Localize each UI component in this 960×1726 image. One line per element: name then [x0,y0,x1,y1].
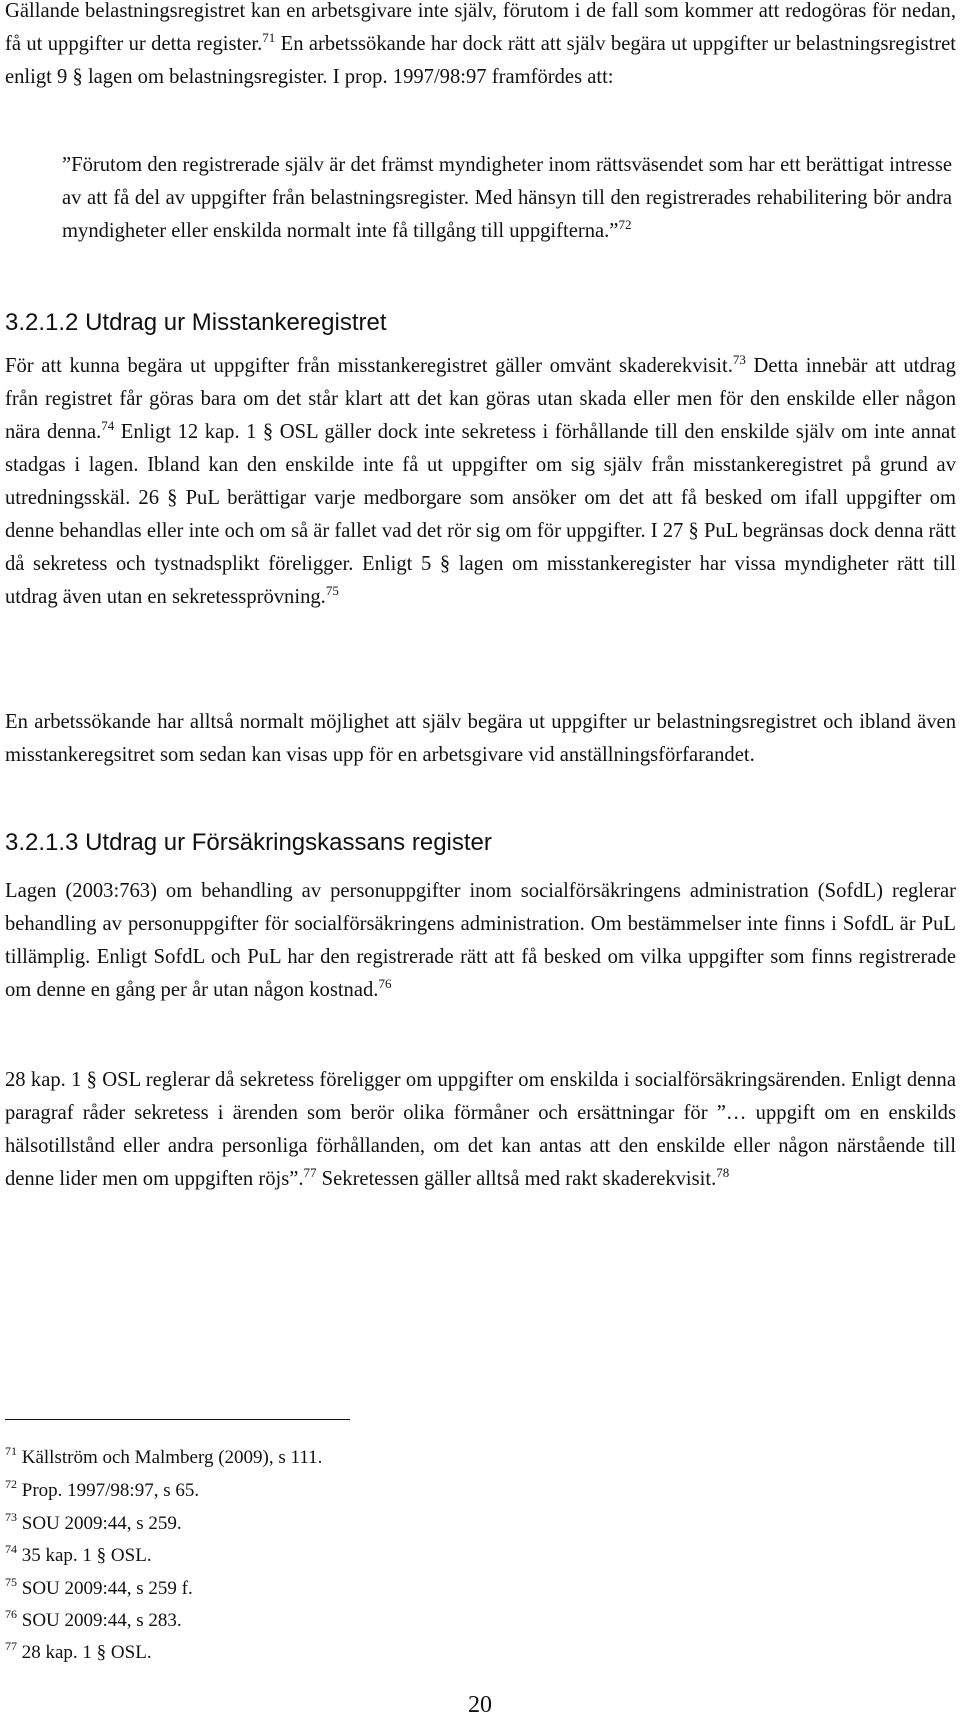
footnote-ref: 73 [732,352,746,367]
footnote-text: SOU 2009:44, s 283. [21,1610,182,1631]
footnote [5,1478,199,1504]
footnote-ref: 71 [262,30,276,45]
footnote-text: Källström och Malmberg (2009), s 111. [21,1447,323,1468]
footnote-text: 28 kap. 1 § OSL. [21,1642,152,1663]
paragraph-belastningsregister [5,0,956,94]
footnote-ref: 72 [618,217,632,232]
page-number: 20 [468,1692,492,1718]
paragraph-text: Gällande belastningsregistret kan en arbetsgivare inte själv, förutom i de fall som kommer att redogöras för nedan, få ut uppgifter ur detta register. [5,0,956,55]
block-quote [62,149,952,248]
footnote-text: Prop. 1997/98:97, s 65. [21,1480,200,1501]
paragraph-text: 28 kap. 1 § OSL reglerar då sekretess föreligger om uppgifter om enskilda i socialförsäkringsärenden. Enligt denna paragraf råder sekretess i ärenden som berör olika förmåner och ersättningar för ”… uppgift om en enskilds hälsotillstånd eller andra personliga förhållanden, om det kan antas att den enskilde eller någon närstående till denne lider men om uppgiften röjs”. [5,1069,956,1190]
footnote-number: 73 [5,1510,17,1524]
paragraph-misstankeregistret [5,350,956,614]
footnote-text: SOU 2009:44, s 259 f. [21,1578,193,1599]
footnote-number: 77 [5,1639,17,1653]
paragraph-text: Enligt 12 kap. 1 § OSL gäller dock inte sekretess i förhållande till den enskilde själv om inte annat stadgas i lagen. Ibland kan den enskilde inte få ut uppgifter om sig själv från misstankeregistret på grund av utredningsskäl. 26 § PuL berättigar varje medborgare som ansöker om det att få besked om ifall uppgifter om denne behandlas eller inte och om så är fallet vad det rör sig om för uppgifter. I 27 § PuL begränsas dock denna rätt då sekretess och tystnadsplikt föreligger. Enligt 5 § lagen om misstankeregister har vissa myndigheter rätt till utdrag även utan en sekretessprövning. [5,421,956,608]
quote-text: ”Förutom den registrerade själv är det främst myndigheter inom rättsväsendet som har ett berättigat intresse av att få del av uppgifter från belastningsregister. Med hänsyn till den registrerades rehabilitering bör andra myndigheter eller enskilda normalt inte få tillgång till uppgifterna.” [62,154,952,242]
footnote [5,1445,322,1471]
footnote-text: SOU 2009:44, s 259. [21,1513,182,1534]
footnote-separator [5,1419,350,1420]
paragraph-text: En arbetssökande har dock rätt att själv begära ut uppgifter ur belastningsregistret enligt 9 § lagen om belastningsregister. I prop. 1997/98:97 framfördes att: [5,33,957,88]
footnote-ref: 77 [303,1165,317,1180]
footnote-ref: 76 [378,976,392,991]
footnote [5,1543,152,1569]
paragraph-text: Detta innebär att utdrag från registret får göras bara om det står klart att det kan göras utan skada eller men för den enskilde eller någon nära denna. [5,355,956,443]
paragraph-text: För att kunna begära ut uppgifter från misstankeregistret gäller omvänt skaderekvisit. [5,355,733,377]
footnote-number: 74 [5,1542,17,1556]
paragraph-summary: En arbetssökande har alltså normalt möjlighet att själv begära ut uppgifter ur belastningsregistret och ibland även misstankeregsitret som sedan kan visas upp för en arbetsgivare vid anställningsförfarandet. [5,711,956,766]
section-heading-forsakringskassan: 3.2.1.3 Utdrag ur Försäkringskassans register [5,829,492,856]
paragraph-sofdl [5,875,956,1007]
section-heading-misstankeregistret: 3.2.1.2 Utdrag ur Misstankeregistret [5,309,387,336]
paragraph-text: Sekretessen gäller alltså med rakt skaderekvisit. [316,1168,717,1190]
footnote [5,1511,182,1537]
footnote-number: 76 [5,1607,17,1621]
footnote [5,1640,152,1666]
paragraph-text: Lagen (2003:763) om behandling av personuppgifter inom socialförsäkringens administration (SofdL) reglerar behandling av personuppgifter för socialförsäkringens administration. Om bestämmelser inte finns i SofdL är PuL tillämplig. Enligt SofdL och PuL har den registrerade rätt att få besked om vilka uppgifter som finns registrerade om denne en gång per år utan någon kostnad. [5,880,956,1001]
footnote-number: 71 [5,1444,17,1458]
footnote [5,1576,193,1602]
footnote-ref: 78 [716,1165,730,1180]
paragraph-osl [5,1064,956,1196]
footnote-number: 75 [5,1575,17,1589]
footnote-ref: 75 [325,583,339,598]
footnote-number: 72 [5,1477,17,1491]
footnote-ref: 74 [101,418,115,433]
footnote-text: 35 kap. 1 § OSL. [21,1545,152,1566]
footnote [5,1608,182,1634]
